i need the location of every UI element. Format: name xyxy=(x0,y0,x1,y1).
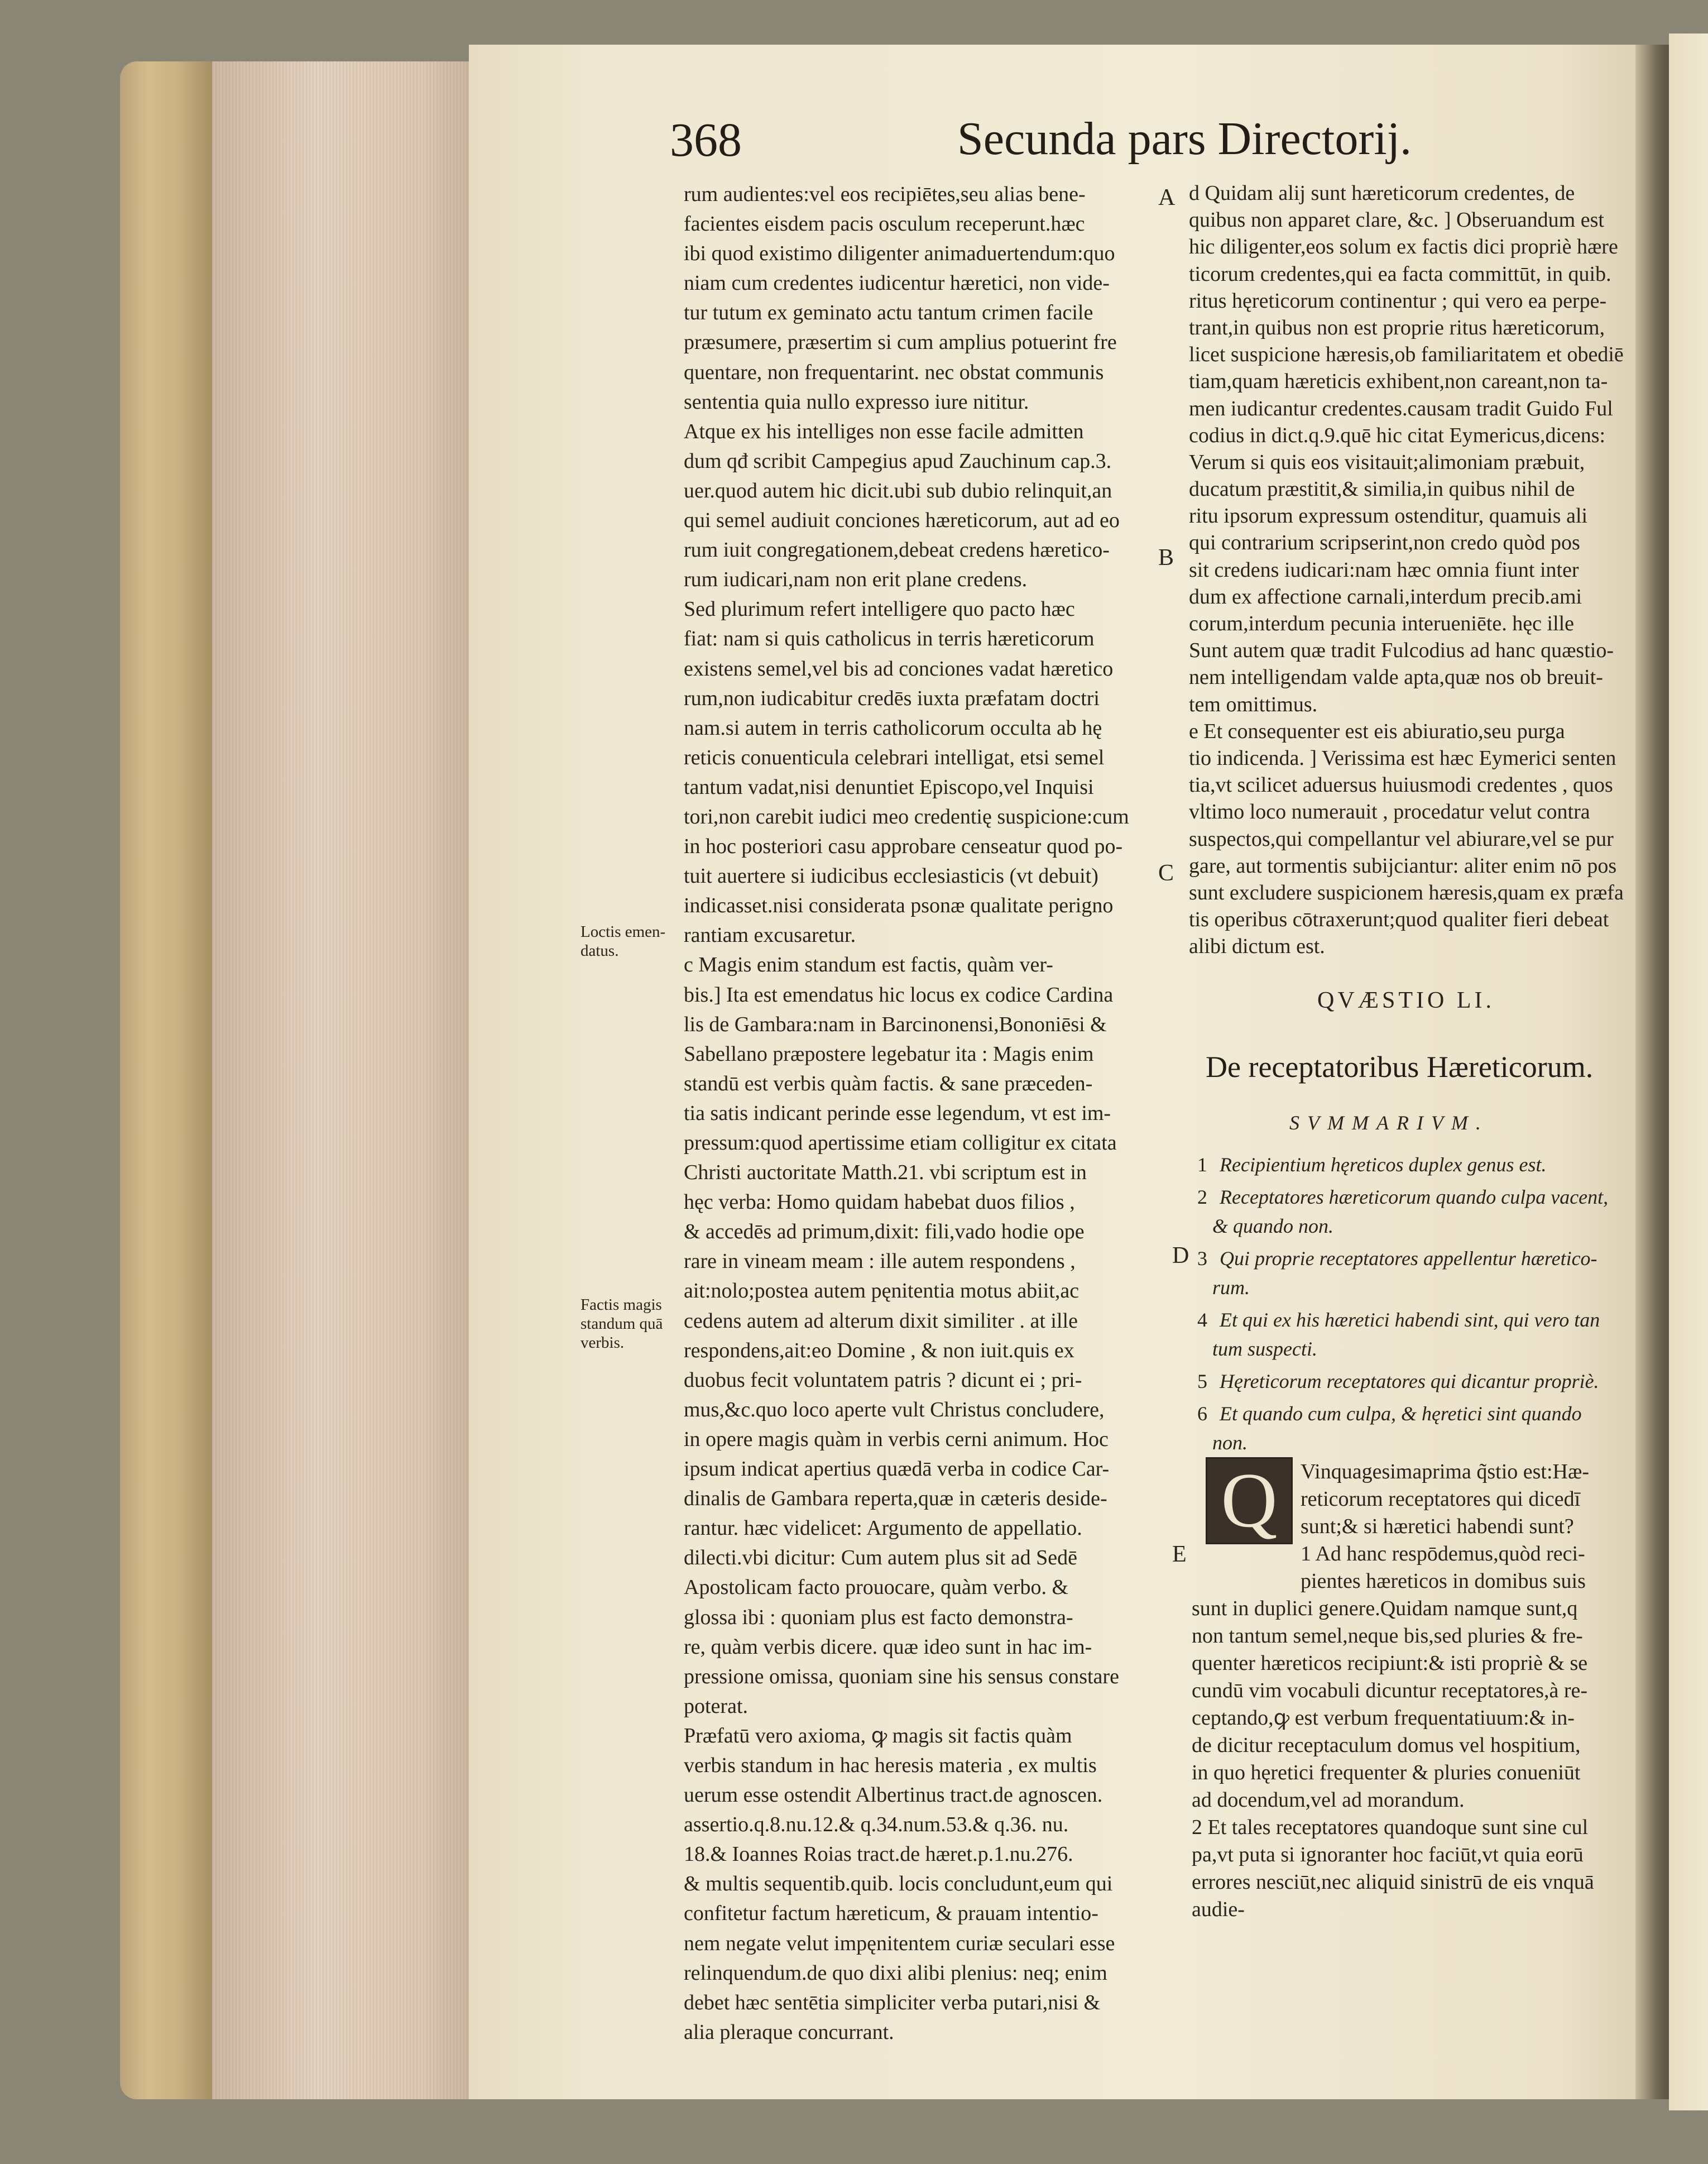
summary-item-number: 2 xyxy=(1197,1186,1207,1208)
text-line: pressum:quod apertissime etiam colligitur ex citata xyxy=(684,1131,1117,1155)
text-line: rare in vineam meam : ille autem respondens , xyxy=(684,1249,1076,1273)
summary-item-text: Qui proprie receptatores appellentur hæretico- rum. xyxy=(1212,1247,1597,1299)
text-line: in opere magis quàm in verbis cerni animum. Hoc xyxy=(684,1427,1109,1451)
text-line: ipsum indicat apertius quædā verba in codice Car- xyxy=(684,1457,1110,1481)
text-line: vltimo loco numerauit , procedatur velut contra xyxy=(1189,800,1590,824)
text-line: rantiam excusaretur. xyxy=(684,923,856,947)
text-line: pressione omissa, quoniam sine his sensus constare xyxy=(684,1664,1119,1688)
text-line: alibi dictum est. xyxy=(1189,935,1325,959)
facing-page-edge xyxy=(1669,33,1708,2110)
text-line: trant,in quibus non est proprie ritus hæreticorum, xyxy=(1189,315,1605,339)
summary-item-text: Receptatores hæreticorum quando culpa vacent, & quando non. xyxy=(1212,1186,1609,1237)
margin-letter-e: E xyxy=(1172,1541,1187,1567)
decorated-initial: Q xyxy=(1206,1457,1293,1544)
book-cover-edge xyxy=(120,61,215,2099)
text-line: gare, aut tormentis subijciantur: aliter enim nō pos xyxy=(1189,854,1617,878)
text-line: glossa ibi : quoniam plus est facto demonstra- xyxy=(684,1605,1073,1629)
running-title: Secunda pars Directorij. xyxy=(957,113,1412,165)
text-line: men iudicantur credentes.causam tradit Guido Ful xyxy=(1189,396,1613,420)
text-line: tiam,quam hæreticis exhibent,non careant,non ta- xyxy=(1189,370,1608,394)
text-line: non tantum semel,neque bis,sed pluries & fre- xyxy=(1192,1624,1583,1648)
text-line: dum ex affectione carnali,interdum precib.ami xyxy=(1189,585,1582,609)
text-line: relinquendum.de quo dixi alibi plenius: neq; enim xyxy=(684,1961,1107,1985)
text-line: tio indicenda. ] Verissima est hæc Eymerici senten xyxy=(1189,746,1616,770)
text-line: licet suspicione hæresis,ob familiaritatem et obediē xyxy=(1189,343,1624,367)
text-line: & multis sequentib.quib. locis concludunt,eum qui xyxy=(684,1872,1113,1896)
text-line: uer.quod autem hic dicit.ubi sub dubio relinquit,an xyxy=(684,478,1112,502)
text-line: Præfatū vero axioma, ꝙ magis sit factis quàm xyxy=(684,1723,1072,1748)
text-line: codius in dict.q.9.quē hic citat Eymericus,dicens: xyxy=(1189,423,1606,447)
text-line: cedens autem ad alterum dixit similiter . at ille xyxy=(684,1309,1078,1333)
text-line: præsumere, præsertim si cum amplius potuerint fre xyxy=(684,331,1117,355)
text-line: Sed plurimum refert intelligere quo pacto hæc xyxy=(684,597,1075,621)
text-line: tem omittimus. xyxy=(1189,692,1318,716)
page-edges xyxy=(212,61,474,2099)
text-line: indicasset.nisi considerata psonæ qualitate perigno xyxy=(684,894,1114,918)
summary-item-number: 1 xyxy=(1197,1153,1207,1176)
text-line: poterat. xyxy=(684,1694,749,1718)
summary-item-number: 3 xyxy=(1197,1247,1207,1270)
text-line: d Quidam alij sunt hæreticorum credentes, de xyxy=(1189,181,1575,205)
text-line: Christi auctoritate Matth.21. vbi scriptum est in xyxy=(684,1161,1087,1185)
summary-item xyxy=(1197,1244,1638,1302)
summary-item-text: Et qui ex his hæretici habendi sint, qui vero tan tum suspecti. xyxy=(1212,1309,1600,1360)
margin-letter-c: C xyxy=(1158,860,1174,886)
text-line: ad docendum,vel ad morandum. xyxy=(1192,1788,1465,1812)
text-line: Apostolicam facto prouocare, quàm verbo. & xyxy=(684,1576,1069,1600)
right-text-column-bottom xyxy=(1192,1458,1635,1923)
summary-item xyxy=(1197,1182,1638,1241)
text-line: rum audientes:vel eos recipiētes,seu alias bene- xyxy=(684,183,1086,206)
summary-item xyxy=(1197,1150,1638,1179)
text-line: ducatum præstitit,& similia,in quibus nihil de xyxy=(1189,477,1575,501)
text-line: 1 Ad hanc respōdemus,quòd reci- xyxy=(1301,1542,1585,1565)
text-line: in quo hęretici frequenter & pluries conueniūt xyxy=(1192,1761,1581,1784)
text-line: e Et consequenter est eis abiuratio,seu purga xyxy=(1189,719,1565,743)
text-line: c Magis enim standum est factis, quàm ver- xyxy=(684,953,1053,977)
summary-item-text: Hęreticorum receptatores qui dicantur propriè. xyxy=(1220,1370,1599,1392)
summary-item-number: 6 xyxy=(1197,1402,1207,1425)
text-line: confitetur factum hæreticum, & prauam intentio- xyxy=(684,1902,1098,1926)
text-line: Vinquagesimaprima q̃stio est:Hæ- xyxy=(1301,1460,1589,1483)
text-line: suspectos,qui compellantur vel abiurare,vel se pur xyxy=(1189,827,1614,851)
text-line: hic diligenter,eos solum ex factis dici propriè hære xyxy=(1189,235,1618,259)
text-line: existens semel,vel bis ad conciones vadat hæretico xyxy=(684,657,1114,681)
text-line: qui semel audiuit conciones hæreticorum, aut ad eo xyxy=(684,509,1120,533)
text-line: mus,&c.quo loco aperte vult Christus concludere, xyxy=(684,1397,1105,1421)
page-number: 368 xyxy=(670,113,742,166)
text-line: alia pleraque concurrant. xyxy=(684,2020,894,2044)
text-line: rum,non iudicabitur credēs iuxta præfatam doctri xyxy=(684,686,1100,710)
text-line: ritu ipsorum expressum ostenditur, quamuis ali xyxy=(1189,504,1588,528)
text-line: dinalis de Gambara reperta,quæ in cæteris deside- xyxy=(684,1487,1107,1511)
text-line: cundū vim vocabuli dicuntur receptatores,à re- xyxy=(1192,1679,1588,1702)
text-line: quibus non apparet clare, &c. ] Obseruandum est xyxy=(1189,208,1604,232)
text-line: quenter hæreticos recipiunt:& isti propriè & se xyxy=(1192,1651,1588,1675)
text-line: 2 Et tales receptatores quandoque sunt sine cul xyxy=(1192,1816,1589,1839)
text-line: reticorum receptatores qui dicedī xyxy=(1301,1487,1581,1511)
text-line: assertio.q.8.nu.12.& q.34.num.53.& q.36. nu. xyxy=(684,1813,1069,1837)
text-line: ticorum credentes,qui ea facta committūt, in quib. xyxy=(1189,262,1611,286)
text-line: nem intelligendam valde apta,quæ nos ob breuit- xyxy=(1189,666,1603,690)
text-line: reticis conuenticula celebrari intelligat, etsi semel xyxy=(684,745,1105,769)
text-line: rantur. hæc videlicet: Argumento de appellatio. xyxy=(684,1516,1082,1540)
text-line: pa,vt puta si ignoranter hoc faciūt,vt quia eorū xyxy=(1192,1843,1584,1866)
text-line: tur tutum ex geminato actu tantum crimen facile xyxy=(684,301,1093,325)
text-line: Verum si quis eos visitauit;alimoniam præbuit, xyxy=(1189,450,1585,474)
text-line: lis de Gambara:nam in Barcinonensi,Bononiēsi & xyxy=(684,1012,1107,1036)
text-line: corum,interdum pecunia interueniēte. hęc ille xyxy=(1189,612,1575,635)
text-line: tia,vt scilicet aduersus huiusmodi credentes , quos xyxy=(1189,773,1613,797)
text-line: facientes eisdem pacis osculum receperunt.hæc xyxy=(684,212,1085,236)
margin-note-locus-emendatus: Loctis emen- datus. xyxy=(580,923,666,960)
margin-letter-b: B xyxy=(1158,545,1174,571)
text-line: Sabellano præpostere legebatur ita : Magis enim xyxy=(684,1042,1094,1066)
text-line: de dicitur receptaculum domus vel hospitium, xyxy=(1192,1734,1581,1757)
text-line: audie- xyxy=(1192,1898,1245,1921)
text-line: fiat: nam si quis catholicus in terris hæreticorum xyxy=(684,627,1095,651)
text-line: tori,non carebit iudici meo credentię suspicione:cum xyxy=(684,805,1129,829)
text-line: debet hæc sentētia simpliciter verba putari,nisi & xyxy=(684,1990,1101,2014)
summary-item-text: Et quando cum culpa, & hęretici sint quando non. xyxy=(1212,1402,1582,1454)
text-line: bis.] Ita est emendatus hic locus ex codice Cardina xyxy=(684,983,1114,1007)
text-line: sunt excludere suspicionem hæresis,quam ex præfa xyxy=(1189,880,1624,904)
margin-letter-d: D xyxy=(1172,1243,1189,1268)
text-line: rum iudicari,nam non erit plane credens. xyxy=(684,568,1028,592)
text-line: Sunt autem quæ tradit Fulcodius ad hanc quæstio- xyxy=(1189,639,1614,663)
text-line: tia satis indicant perinde esse legendum, vt est im- xyxy=(684,1101,1111,1125)
text-line: ibi quod existimo diligenter animaduertendum:quo xyxy=(684,242,1115,266)
text-line: dum qđ scribit Campegius apud Zauchinum cap.3. xyxy=(684,449,1112,473)
text-line: sunt in duplici genere.Quidam namque sunt,q xyxy=(1192,1597,1578,1620)
margin-note-factis-magis: Factis magis standum quā verbis. xyxy=(580,1296,663,1352)
summary-heading: SVMMARIVM. xyxy=(1289,1112,1489,1134)
text-line: tuit auertere si iudicibus ecclesiasticis (vt debuit) xyxy=(684,864,1098,888)
summary-item-number: 4 xyxy=(1197,1309,1207,1331)
text-line: re, quàm verbis dicere. quæ ideo sunt in hac im- xyxy=(684,1635,1092,1659)
left-text-column xyxy=(684,180,1158,2047)
text-line: verbis standum in hac heresis materia , ex multis xyxy=(684,1753,1097,1777)
text-line: ceptando,ꝙ est verbum frequentatiuum:& in- xyxy=(1192,1706,1575,1730)
text-line: quentare, non frequentarint. nec obstat communis xyxy=(684,360,1104,384)
summary-item xyxy=(1197,1399,1638,1457)
text-line: Atque ex his intelliges non esse facile admitten xyxy=(684,419,1084,443)
text-line: niam cum credentes iudicentur hæretici, non vide- xyxy=(684,271,1110,295)
question-number: QVÆSTIO LI. xyxy=(1317,988,1495,1013)
text-line: & accedēs ad primum,dixit: fili,vado hodie ope xyxy=(684,1220,1085,1244)
text-line: duobus fecit voluntatem patris ? dicunt ei ; pri- xyxy=(684,1368,1082,1392)
right-text-column-top xyxy=(1189,180,1635,960)
summary-item-number: 5 xyxy=(1197,1370,1207,1392)
text-line: pientes hæreticos in domibus suis xyxy=(1301,1569,1586,1593)
text-line: rum iuit congregationem,debeat credens hæretico- xyxy=(684,538,1110,562)
text-line: errores nesciūt,nec aliquid sinistrū de eis vnquā xyxy=(1192,1870,1594,1894)
text-line: sit credens iudicari:nam hæc omnia fiunt inter xyxy=(1189,558,1579,582)
summary-list xyxy=(1197,1150,1638,1461)
summary-item-text: Recipientium hęreticos duplex genus est. xyxy=(1220,1153,1547,1176)
text-line: nem negate velut impęnitentem curiæ seculari esse xyxy=(684,1931,1115,1955)
text-line: nam.si autem in terris catholicorum occulta ab hę xyxy=(684,716,1102,740)
text-line: in hoc posteriori casu approbare censeatur quod po- xyxy=(684,835,1123,859)
margin-letter-a: A xyxy=(1158,185,1176,210)
text-line: respondens,ait:eo Domine , & non iuit.quis ex xyxy=(684,1338,1074,1362)
text-line: tantum vadat,nisi denuntiet Episcopo,vel Inquisi xyxy=(684,775,1094,799)
summary-item xyxy=(1197,1367,1638,1396)
question-title: De receptatoribus Hæreticorum. xyxy=(1206,1050,1594,1084)
text-line: 18.& Ioannes Roias tract.de hæret.p.1.nu.276. xyxy=(684,1842,1073,1866)
text-line: dilecti.vbi dicitur: Cum autem plus sit ad Sedē xyxy=(684,1546,1078,1570)
text-line: sunt;& si hæretici habendi sunt? xyxy=(1301,1515,1574,1538)
text-line: qui contrarium scripserint,non credo quòd pos xyxy=(1189,531,1580,555)
text-line: uerum esse ostendit Albertinus tract.de agnoscen. xyxy=(684,1783,1103,1807)
text-line: hęc verba: Homo quidam habebat duos filios , xyxy=(684,1190,1075,1214)
text-line: standū est verbis quàm factis. & sane præceden- xyxy=(684,1071,1093,1095)
text-line: tis operibus cōtraxerunt;quod qualiter fieri debeat xyxy=(1189,908,1609,932)
text-line: sententia quia nullo expresso iure nititur. xyxy=(684,390,1029,414)
summary-item xyxy=(1197,1305,1638,1363)
text-line: ritus hęreticorum continentur ; qui vero ea perpe- xyxy=(1189,289,1607,313)
text-line: ait:nolo;postea autem pęnitentia motus abiit,ac xyxy=(684,1279,1080,1303)
